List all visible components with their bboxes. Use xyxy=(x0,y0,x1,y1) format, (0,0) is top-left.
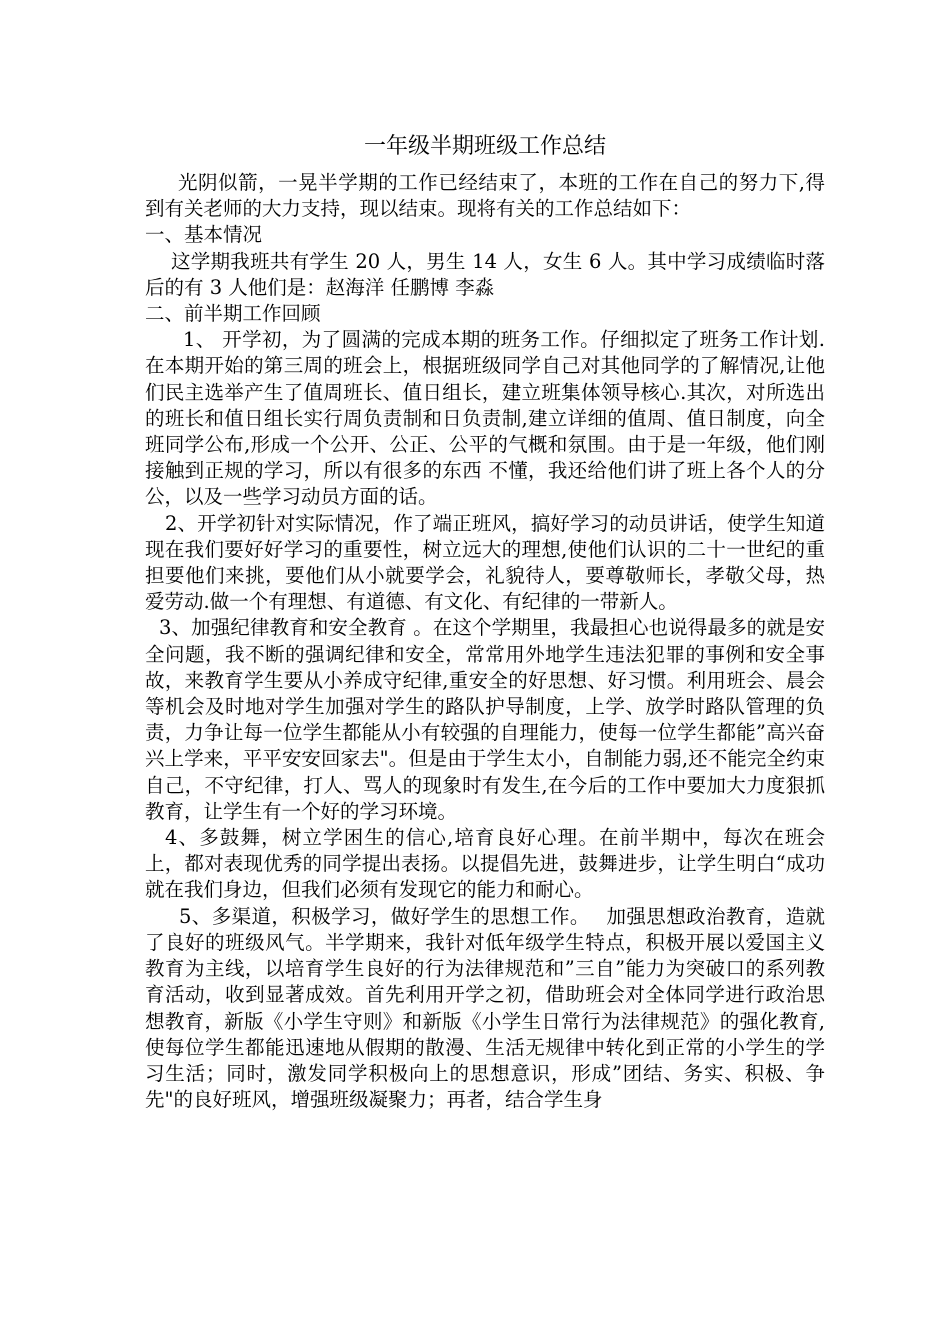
basic-info-paragraph: 这学期我班共有学生 20 人，男生 14 人，女生 6 人。其中学习成绩临时落后的有 3 人他们是：赵海洋 任鹏博 李淼 xyxy=(145,249,825,299)
document-title: 一年级半期班级工作总结 xyxy=(363,134,606,159)
review-item-3: 3、加强纪律教育和安全教育 。在这个学期里，我最担心也说得最多的就是安全问题，我不断的强调纪律和安全，常常用外地学生违法犯罪的事例和安全事故，来教育学生要从小养成守纪律,重安全的好思想、好习惯。利用班会、晨会等机会及时地对学生加强对学生的路队护导制度，上学、放学时路队管理的负责，力争让每一位学生都能从小有较强的自理能力，使每一位学生都能”高兴奋兴上学来，平平安安回家去"。但是由于学生太小，自制能力弱,还不能完全约束自己，不守纪律，打人、骂人的现象时有发生,在今后的工作中要加大力度狠抓教育，让学生有一个好的学习环境。 xyxy=(145,616,825,823)
review-item-5: 5、多渠道，积极学习，做好学生的思想工作。 加强思想政治教育，造就了良好的班级风气。半学期来，我针对低年级学生特点，积极开展以爱国主义教育为主线，以培育学生良好的行为法律规范和”三自”能力为突破口的系列教育活动，收到显著成效。首先利用开学之初，借助班会对全体同学进行政治思想教育，新版《小学生守则》和新版《小学生日常行为法律规范》的强化教育,使每位学生都能迅速地从假期的散漫、生活无规律中转化到正常的小学生的学习生活；同时，激发同学积极向上的思想意识，形成”团结、务实、积极、争先"的良好班风，增强班级凝聚力；再者，结合学生身 xyxy=(145,904,825,1112)
review-item-2: 2、开学初针对实际情况，作了端正班风，搞好学习的动员讲话，使学生知道现在我们要好好学习的重要性，树立远大的理想,使他们认识的二十一世纪的重担要他们来挑，要他们从小就要学会，礼貌待人，要尊敬师长，孝敬父母，热爱劳动.做一个有理想、有道德、有文化、有纪律的一带新人。 xyxy=(145,511,825,614)
section-heading-review: 二、前半期工作回顾 xyxy=(145,302,321,326)
section-heading-basic: 一、基本情况 xyxy=(145,223,263,247)
review-item-4: 4、多鼓舞，树立学困生的信心,培育良好心理。在前半期中，每次在班会上，都对表现优秀的同学提出表扬。以提倡先进，鼓舞进步，让学生明白“成功就在我们身边，但我们必须有发现它的能力和耐心。 xyxy=(145,826,825,902)
intro-paragraph: 光阴似箭，一晃半学期的工作已经结束了，本班的工作在自己的努力下,得到有关老师的大力支持，现以结束。现将有关的工作总结如下： xyxy=(145,171,825,221)
document-page xyxy=(145,130,825,1113)
review-item-1: 1、 开学初，为了圆满的完成本期的班务工作。仔细拟定了班务工作计划. 在本期开始的第三周的班会上，根据班级同学自己对其他同学的了解情况,让他们民主选举产生了值周班长、值日组长，建立班集体领导核心.其次，对所选出的班长和值日组长实行周负责制和日负责制,建立详细的值周、值日制度，向全班同学公布,形成一个公开、公正、公平的气概和氛围。由于是一年级，他们刚接触到正规的学习，所以有很多的东西 不懂，我还给他们讲了班上各个人的分公，以及一些学习动员方面的话。 xyxy=(145,328,825,509)
